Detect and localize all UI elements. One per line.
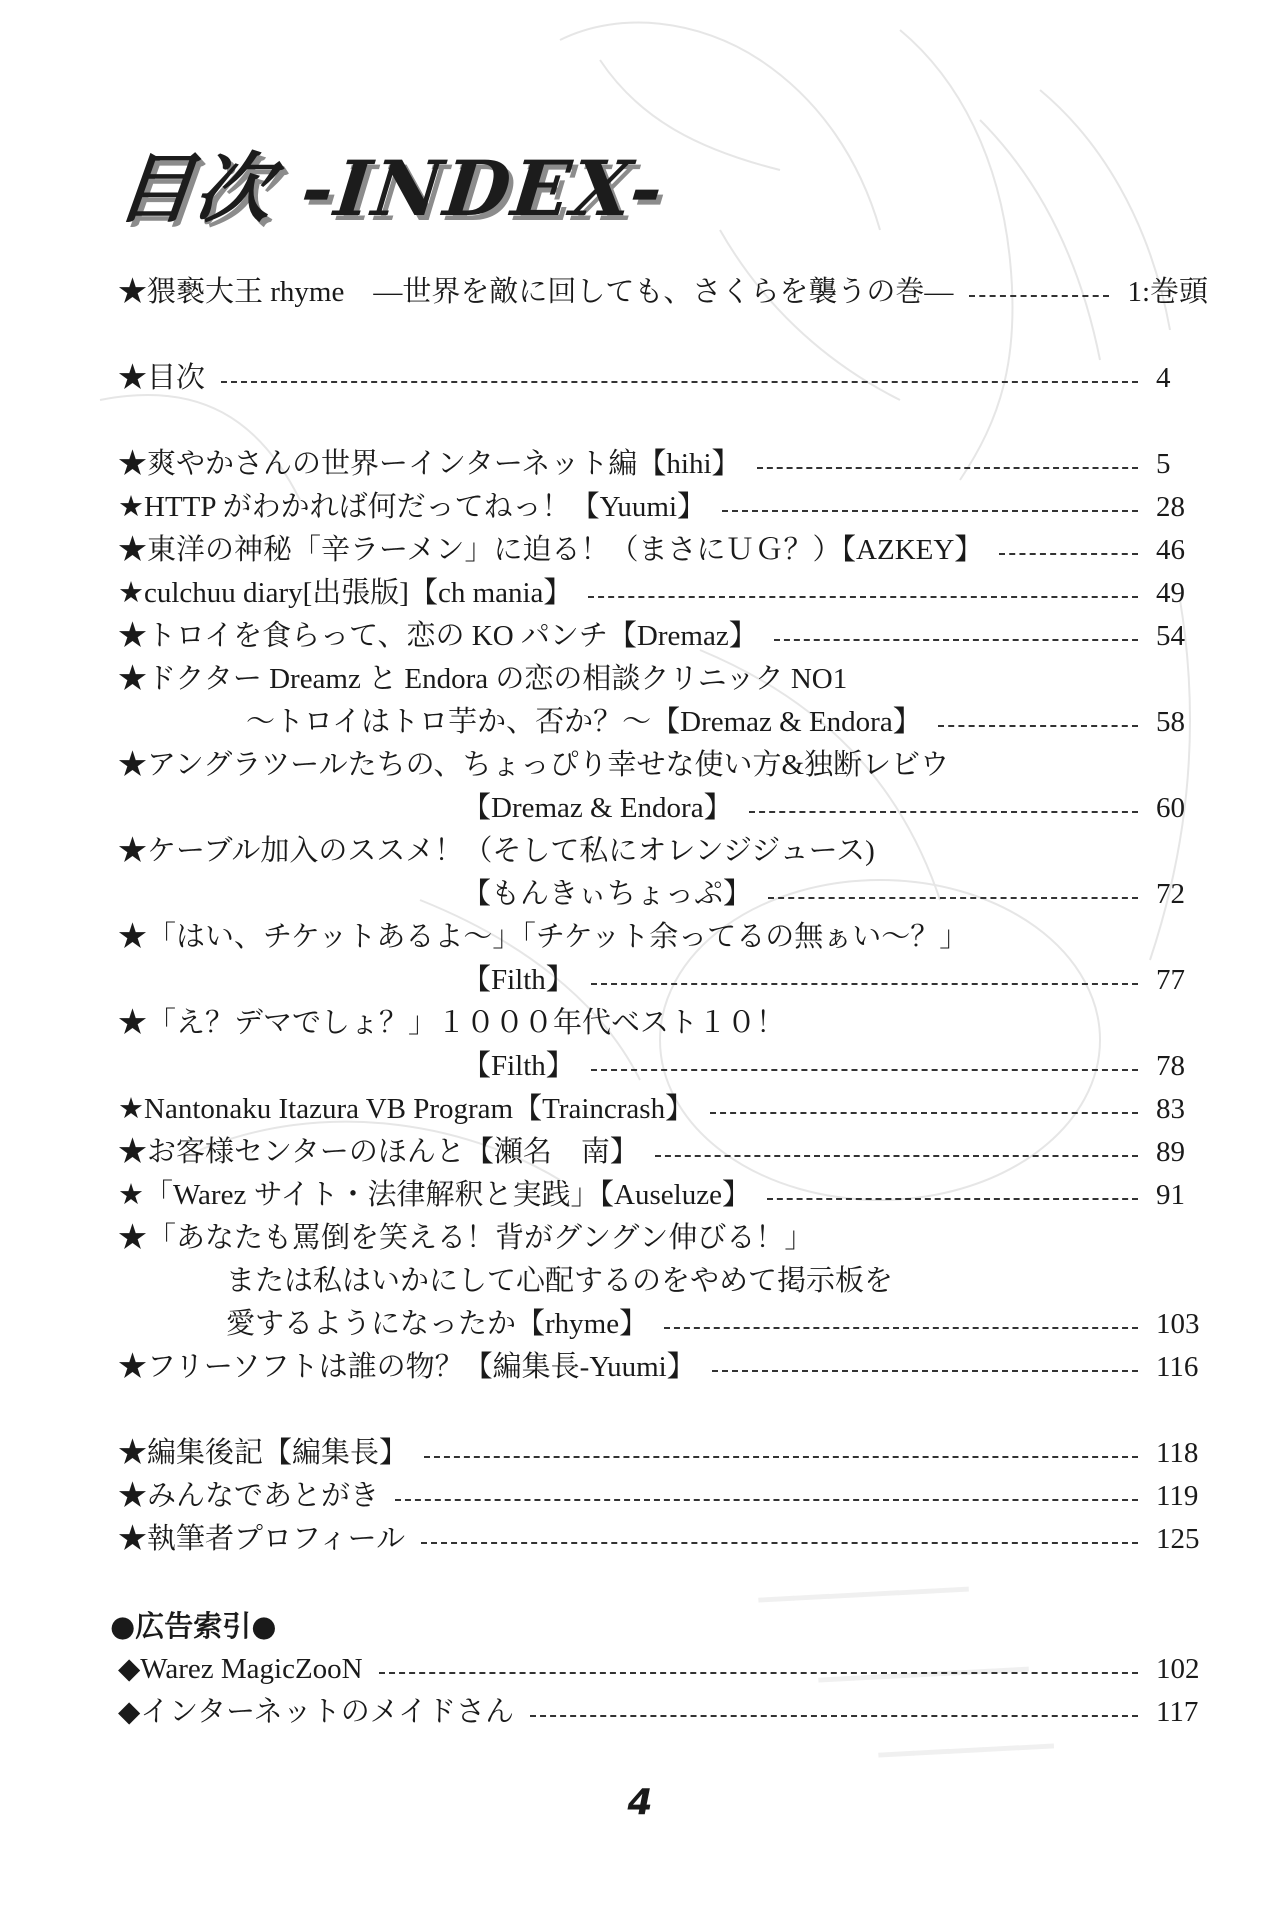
- toc-entry-page: 5: [1156, 448, 1171, 480]
- toc-leader: [588, 596, 1138, 598]
- toc-leader: [938, 725, 1138, 727]
- toc-leader: [395, 1499, 1138, 1501]
- page-title: 目次 -INDEX-: [112, 144, 669, 233]
- ad-entry-page: 102: [1156, 1653, 1200, 1685]
- toc-leader: [221, 381, 1138, 383]
- toc-entry-label: ★「Warez サイト・法律解釈と実践」【Auseluze】: [118, 1179, 751, 1211]
- toc-entry-label: ★東洋の神秘「辛ラーメン」に迫る！（まさにＵＧ？）【AZKEY】: [118, 534, 984, 566]
- toc-leader: [664, 1327, 1138, 1329]
- toc-entry-label: ★猥褻大王 rhyme —世界を敵に回しても、さくらを襲うの巻—: [118, 276, 954, 308]
- toc-entry[interactable]: [118, 571, 1208, 615]
- toc-entry-label: 【Dremaz & Endora】: [462, 792, 733, 824]
- toc-entry[interactable]: [118, 1173, 1208, 1217]
- toc-entry-label[interactable]: ★「あなたも罵倒を笑える！背がグングン伸びる！」: [118, 1222, 814, 1254]
- toc-entry-label: ～トロイはトロ芋か、否か？～【Dremaz & Endora】: [246, 706, 922, 738]
- toc-entry-page: 119: [1156, 1480, 1199, 1512]
- toc-entry-page: 89: [1156, 1136, 1185, 1168]
- toc-entry-page: 78: [1156, 1050, 1185, 1082]
- toc-entry-label: ★執筆者プロフィール: [118, 1523, 406, 1555]
- ad-entry-label: ◆インターネットのメイドさん: [118, 1696, 515, 1728]
- toc-entry-continuation[interactable]: [246, 700, 1208, 744]
- toc-leader: [767, 1198, 1138, 1200]
- toc-entry-label[interactable]: ★ケーブル加入のススメ！（そして私にオレンジジュース): [118, 835, 875, 867]
- toc-leader: [421, 1542, 1138, 1544]
- toc-entry-label[interactable]: ★アングラツールたちの、ちょっぴり幸せな使い方&独断レビウ: [118, 749, 950, 781]
- toc-leader: [774, 639, 1138, 641]
- toc-entry[interactable]: [118, 1517, 1208, 1561]
- svg-text:─────: ─────: [877, 1711, 1056, 1789]
- toc-leader: [999, 553, 1138, 555]
- toc-leader: [710, 1112, 1138, 1114]
- toc-entry[interactable]: [118, 1345, 1208, 1389]
- toc-entry-page: 58: [1156, 706, 1185, 738]
- page-number: 4: [627, 1782, 653, 1823]
- toc-entry[interactable]: [118, 1474, 1208, 1518]
- ad-entry-page: 117: [1156, 1696, 1199, 1728]
- toc-leader: [591, 1069, 1138, 1071]
- toc-entry[interactable]: [118, 614, 1208, 658]
- toc-entry[interactable]: [118, 1130, 1208, 1174]
- toc-entry-page: 116: [1156, 1351, 1199, 1383]
- toc-entry-page: 49: [1156, 577, 1185, 609]
- ad-entry[interactable]: [118, 1690, 1208, 1734]
- toc-entry-continuation[interactable]: [462, 872, 1208, 916]
- toc-entry[interactable]: [118, 270, 1208, 314]
- toc-entry[interactable]: [118, 1431, 1208, 1475]
- toc-entry-page: 125: [1156, 1523, 1200, 1555]
- toc-entry-page: 91: [1156, 1179, 1185, 1211]
- toc-entry-page: 77: [1156, 964, 1185, 996]
- toc-entry[interactable]: [118, 442, 1208, 486]
- toc-entry-continuation-label[interactable]: または私はいかにして心配するのをやめて掲示板を: [226, 1265, 894, 1297]
- ads-index-heading: ●広告索引●: [110, 1609, 277, 1643]
- toc-entry-label[interactable]: ★「はい、チケットあるよ～」「チケット余ってるの無ぁい～？」: [118, 921, 969, 953]
- svg-text:──────: ──────: [817, 1635, 1030, 1714]
- toc-entry-label: ★Nantonaku Itazura VB Program【Traincrash】: [118, 1093, 695, 1125]
- toc-entry-label: 【Filth】: [462, 964, 575, 996]
- toc-entry-label: 【もんきぃちょっぷ】: [462, 878, 753, 910]
- ad-entry-label: ◆Warez MagicZooN: [118, 1653, 363, 1685]
- toc-entry-page: 28: [1156, 491, 1185, 523]
- toc-leader: [768, 897, 1138, 899]
- toc-entry-label: ★HTTP がわかれば何だってねっ！【Yuumi】: [118, 491, 707, 523]
- toc-entry[interactable]: [118, 485, 1208, 529]
- toc-entry-label: ★お客様センターのほんと【瀬名 南】: [118, 1136, 639, 1168]
- toc-entry-label: 【Filth】: [462, 1050, 575, 1082]
- toc-entry-page: 60: [1156, 792, 1185, 824]
- toc-entry-label: ★みんなであとがき: [118, 1480, 380, 1512]
- toc-entry-continuation[interactable]: [462, 786, 1208, 830]
- toc-leader: [749, 811, 1138, 813]
- toc-entry-label: ★フリーソフトは誰の物？【編集長-Yuumi】: [118, 1351, 696, 1383]
- toc-entry-page: 118: [1156, 1437, 1199, 1469]
- toc-entry-page: 83: [1156, 1093, 1185, 1125]
- toc-leader: [591, 983, 1138, 985]
- toc-entry-continuation[interactable]: [462, 1044, 1208, 1088]
- toc-entry[interactable]: [118, 528, 1208, 572]
- toc-leader: [530, 1715, 1138, 1717]
- toc-entry-label: ★目次: [118, 362, 206, 394]
- toc-entry-page: 4: [1156, 362, 1171, 394]
- ad-entry[interactable]: [118, 1647, 1208, 1691]
- toc-entry-page: 54: [1156, 620, 1185, 652]
- toc-leader: [424, 1456, 1138, 1458]
- toc-entry-label: ★トロイを食らって、恋の KO パンチ【Dremaz】: [118, 620, 758, 652]
- toc-entry-page: 72: [1156, 878, 1185, 910]
- toc-leader: [757, 467, 1138, 469]
- toc-leader: [655, 1155, 1138, 1157]
- toc-leader: [969, 295, 1109, 297]
- toc-leader: [712, 1370, 1138, 1372]
- toc-entry-label: ★編集後記【編集長】: [118, 1437, 409, 1469]
- svg-text:──────: ──────: [757, 1555, 970, 1634]
- toc-entry-page: 1:巻頭: [1127, 276, 1208, 308]
- toc-entry-page: 46: [1156, 534, 1185, 566]
- toc-entry-page: 103: [1156, 1308, 1200, 1340]
- toc-entry-continuation[interactable]: [226, 1302, 1208, 1346]
- toc-entry[interactable]: [118, 356, 1208, 400]
- toc-leader: [722, 510, 1138, 512]
- toc-leader: [379, 1672, 1138, 1674]
- toc-entry-continuation[interactable]: [462, 958, 1208, 1002]
- toc-entry[interactable]: [118, 1087, 1208, 1131]
- toc-entry-label: ★culchuu diary[出張版]【ch mania】: [118, 577, 573, 609]
- toc-entry-label: 愛するようになったか【rhyme】: [226, 1308, 649, 1340]
- toc-entry-label[interactable]: ★「え？デマでしょ？」１０００年代ベスト１０！: [118, 1007, 786, 1039]
- toc-entry-label: ★爽やかさんの世界ーインターネット編【hihi】: [118, 448, 741, 480]
- toc-entry-label[interactable]: ★ドクター Dreamz と Endora の恋の相談クリニック NO1: [118, 663, 848, 695]
